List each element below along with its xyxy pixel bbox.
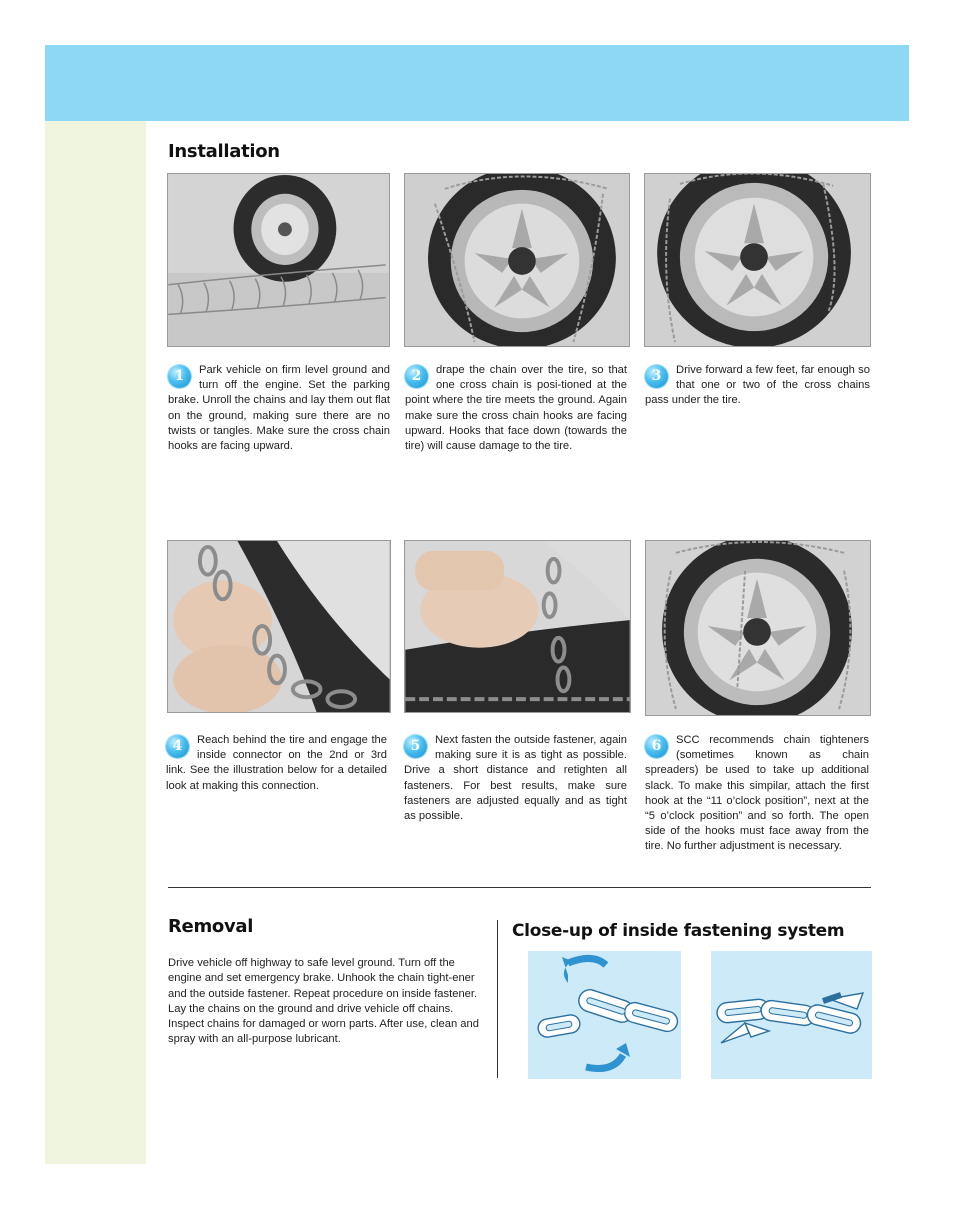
fastening-diagram-1 xyxy=(528,951,681,1079)
step-1-photo xyxy=(167,173,390,347)
step-4 xyxy=(166,733,387,794)
removal-text: Drive vehicle off highway to safe level ground. Turn off the engine and set emergency brake. Unhook the chain tight-ener and the outside fastener. Repeat procedure on inside fastener. Lay the chains on the ground and drive vehicle off chains. Inspect chains for damaged or worn parts. After use, clean and spray with an all-purpose lubricant. xyxy=(168,957,479,1046)
step-6-photo xyxy=(645,540,871,716)
closeup-heading: Close-up of inside fastening system xyxy=(512,921,845,941)
step-2 xyxy=(405,363,627,454)
step-4-text: Reach behind the tire and engage the inside connector on the 2nd or 3rd link. See the illustration below for a detailed look at making this connection. xyxy=(166,734,387,792)
installation-heading: Installation xyxy=(168,141,280,162)
step-5-photo xyxy=(404,540,631,713)
step-3 xyxy=(645,363,870,409)
step-4-photo xyxy=(167,540,391,713)
step-3-badge: 3 xyxy=(645,365,668,388)
removal-heading: Removal xyxy=(168,916,254,937)
step-6 xyxy=(645,733,869,855)
fastening-diagram-2 xyxy=(711,951,872,1079)
step-6-text: SCC recommends chain tighteners (sometimes known as chain spreaders) be used to take up additional slack. To make this simpilar, attach the first hook at the “11 o’clock position”, next at the “5 o’clock position” and so forth. The open side of the hooks must face away from the tire. No further adjustment is necessary. xyxy=(645,734,869,853)
step-2-badge: 2 xyxy=(405,365,428,388)
step-1-text: Park vehicle on firm level ground and turn off the engine. Set the parking brake. Unroll the chains and lay them out flat on the ground, making sure there are no twists or tangles. Make sure the cross chain hooks are facing upward. xyxy=(168,364,390,453)
header-band xyxy=(45,45,909,121)
column-divider xyxy=(497,920,498,1078)
step-4-badge: 4 xyxy=(166,735,189,758)
sidebar-band xyxy=(45,121,146,1164)
step-3-text: Drive forward a few feet, far enough so that one or two of the cross chains pass under the tire. xyxy=(645,364,870,407)
step-3-photo xyxy=(644,173,871,347)
step-2-photo xyxy=(404,173,630,347)
step-1-badge: 1 xyxy=(168,365,191,388)
step-5-badge: 5 xyxy=(404,735,427,758)
step-5-text: Next fasten the outside fastener, again making sure it is as tight as possible. Drive a short distance and retighten all fasteners. For best results, make sure fasteners are adjusted equally and as tight as possible. xyxy=(404,734,627,823)
step-2-text: drape the chain over the tire, so that one cross chain is posi-tioned at the point where the tire meets the ground. Again make sure the cross chain hooks are facing upward. Hooks that face down (towards the tire) will cause damage to the tire. xyxy=(405,364,627,453)
step-1 xyxy=(168,363,390,454)
section-divider xyxy=(168,887,871,888)
step-6-badge: 6 xyxy=(645,735,668,758)
step-5 xyxy=(404,733,627,824)
